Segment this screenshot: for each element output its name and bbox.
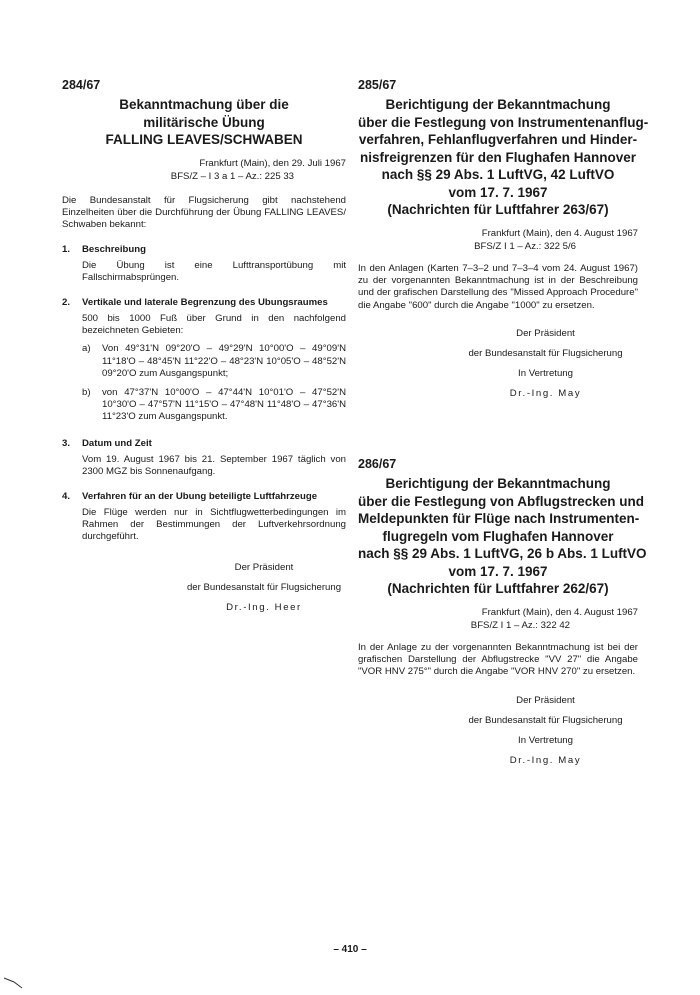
- signer-name: Dr.-Ing. May: [509, 754, 582, 766]
- notice-number: 285/67: [358, 78, 397, 92]
- section-number: 2.: [62, 296, 71, 308]
- title-line: vom 17. 7. 1967: [448, 563, 548, 579]
- section-number: 3.: [62, 437, 71, 449]
- area-text: von 47°37'N 10°00'O – 47°44'N 10°01'O – 47°52'N 10°30'O – 47°57'N 11°15'O – 47°48'N 11°48'O – 47°36'N 11°23'O zum Ausgangspunkt.: [102, 386, 346, 423]
- signer-name: Dr.-Ing. May: [509, 388, 582, 400]
- signature-line: Der Präsident: [234, 561, 294, 573]
- notice-number: 286/67: [358, 457, 397, 471]
- title-line: (Nachrichten für Luftfahrer 262/67): [387, 581, 609, 596]
- section-heading: Beschreibung: [82, 243, 146, 255]
- place-date: Frankfurt (Main), den 4. August 1967: [481, 227, 638, 239]
- title-line: vom 17. 7. 1967: [448, 184, 548, 200]
- signature: [358, 328, 638, 400]
- area-label: a): [82, 343, 91, 355]
- signature: [62, 562, 346, 614]
- intro-text: Die Bundesanstalt für Flugsicherung gibt nachstehend Einzelheiten über die Durchführung der Übung FALLING LEAVES/ Schwaben bekannt:: [62, 194, 346, 231]
- title-line: Berichtigung der Bekanntmachung: [385, 476, 611, 491]
- section-3: [62, 438, 346, 479]
- notice-285: [358, 78, 649, 400]
- section-heading: Vertikale und laterale Begrenzung des Ubungsraumes: [82, 296, 328, 308]
- signature: [358, 695, 638, 767]
- notice-number: 284/67: [62, 78, 101, 92]
- title-line: Meldepunkten für Flüge nach Instrumenten-: [358, 511, 640, 526]
- body-text: In den Anlagen (Karten 7–3–2 und 7–3–4 vom 24. August 1967) zu der vorgenannten Bekanntmachung ist in der Beschreibung und der grafischen Darstellung des "Missed Approach Procedure" die Angabe "600" durch die Angabe "1000" zu ersetzen.: [358, 262, 638, 311]
- title-line: nisfreigrenzen für den Flughafen Hannover: [359, 149, 637, 165]
- notice-286: [358, 457, 647, 767]
- reference: BFS/Z – I 3 a 1 – Az.: 225 33: [170, 170, 294, 182]
- section-number: 4.: [62, 490, 71, 502]
- area-a: [82, 343, 346, 380]
- reference: BFS/Z I 1 – Az.: 322 42: [470, 619, 570, 631]
- title-line: (Nachrichten für Luftfahrer 263/67): [387, 202, 609, 217]
- section-text: Die Übung ist eine Lufttransportübung mit Fallschirmabsprüngen.: [82, 259, 346, 284]
- reference: BFS/Z I 1 – Az.: 322 5/6: [474, 240, 576, 252]
- signature-line: Der Präsident: [516, 328, 575, 340]
- section-text: Vom 19. August 1967 bis 21. September 1967 täglich von 2300 MGZ bis Sonnenaufgang.: [82, 453, 346, 478]
- place-date: Frankfurt (Main), den 4. August 1967: [481, 606, 638, 618]
- title-line: FALLING LEAVES/SCHWABEN: [105, 132, 303, 147]
- scan-mark-icon: [0, 960, 40, 990]
- area-label: b): [82, 386, 91, 398]
- body-text: In der Anlage zu der vorgenannten Bekanntmachung ist bei der grafischen Darstellung der Abflugstrecke "VV 27" die Angabe "VOR HNV 275°" durch die Angabe "VOR HNV 270" zu ersetzen.: [358, 641, 638, 678]
- notice-title: [358, 475, 647, 598]
- notice-title: [62, 96, 346, 149]
- signature-line: der Bundesanstalt für Flugsicherung: [468, 348, 623, 360]
- section-heading: Verfahren für an der Ubung beteiligte Luftfahrzeuge: [82, 490, 318, 502]
- title-line: nach §§ 29 Abs. 1 LuftVG, 26 b Abs. 1 LuftVO: [358, 546, 647, 561]
- place-date: Frankfurt (Main), den 29. Juli 1967: [199, 157, 346, 169]
- title-line: Berichtigung der Bekanntmachung: [385, 97, 611, 112]
- notice-284: [62, 78, 346, 614]
- signer-name: Dr.-Ing. Heer: [226, 601, 302, 613]
- section-4: [62, 491, 346, 544]
- section-2: [62, 297, 346, 424]
- notice-title: [358, 96, 649, 219]
- signature-line: der Bundesanstalt für Flugsicherung: [468, 714, 623, 726]
- title-line: militärische Übung: [143, 114, 265, 130]
- title-line: über die Festlegung von Instrumentenanflug-: [358, 114, 649, 130]
- signature-line: In Vertretung: [518, 734, 573, 746]
- signature-line: Der Präsident: [516, 694, 575, 706]
- signature-line: In Vertretung: [518, 368, 573, 380]
- page-number: – 410 –: [333, 944, 367, 955]
- title-line: nach §§ 29 Abs. 1 LuftVG, 42 LuftVO: [381, 167, 615, 182]
- area-text: Von 49°31'N 09°20'O – 49°29'N 10°00'O – 49°09'N 11°18'O – 48°45'N 11°22'O – 48°23'N 10°05'O – 48°52'N 09°20'O zum Ausgangspunkt;: [102, 343, 346, 380]
- section-1: [62, 244, 346, 285]
- area-b: [82, 387, 346, 424]
- title-line: verfahren, Fehlanflugverfahren und Hinder-: [358, 132, 638, 147]
- signature-line: der Bundesanstalt für Flugsicherung: [186, 581, 342, 593]
- title-line: Bekanntmachung über die: [119, 97, 289, 112]
- title-line: über die Festlegung von Abflugstrecken und: [358, 493, 645, 509]
- section-text: 500 bis 1000 Fuß über Grund in den nachfolgend bezeichneten Gebieten:: [82, 312, 346, 336]
- section-text: Die Flüge werden nur in Sichtflugwetterbedingungen im Rahmen der Bestimmungen der Luftverkehrsordnung durchgeführt.: [82, 506, 346, 543]
- section-heading: Datum und Zeit: [82, 437, 152, 449]
- title-line: flugregeln vom Flughafen Hannover: [382, 528, 614, 544]
- section-number: 1.: [62, 243, 71, 255]
